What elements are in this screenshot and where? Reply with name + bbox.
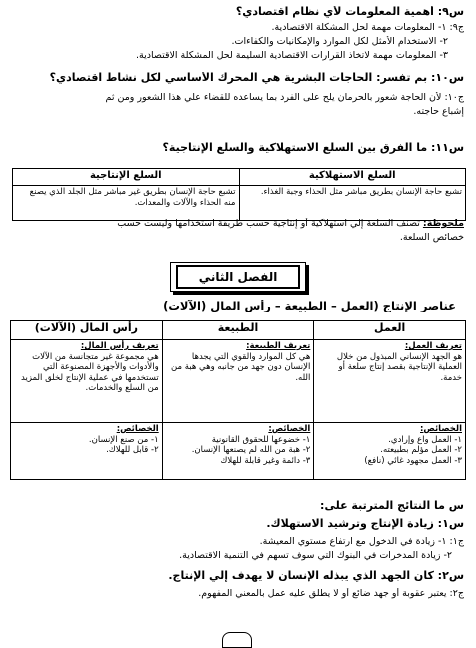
capital-header: رأس المال (الآلات) xyxy=(11,321,163,340)
factors-heading: عناصر الإنتاج (العمل – الطبيعة – رأس المال (الآلات) xyxy=(163,300,456,312)
factors-table xyxy=(10,320,466,480)
results-answer-2: ج٢: يعتبر عقوبة أو جهد ضائع أو لا يطلق عليه عمل بالمعني المفهوم. xyxy=(198,588,464,599)
capital-property-2: ٢- قابل للهلاك. xyxy=(106,445,159,455)
nature-property-1: ١- خضوعها للحقوق القانونية xyxy=(211,434,311,445)
capital-goods-text: تشبع حاجة الإنسان بطريق غير مباشر مثل الجلد الذي يصنع منه الحذاء والآلات والمعدات. xyxy=(13,186,240,221)
labor-header: العمل xyxy=(314,321,466,340)
chapter-title-box xyxy=(170,262,306,292)
results-answer-1-line-1: ج١: ١- زيادة في الدخول مع ارتفاع مستوي المعيشة. xyxy=(259,536,464,547)
capital-property-1: ١- من صنع الإنسان. xyxy=(88,434,159,445)
capital-definition-text: هي مجموعة غير متجانسة من الآلات والأدوات والأجهزة المصنوعة التي تستخدمها في عملية الإنتاج لخلق المزيد من السلع والخدمات. xyxy=(21,351,159,393)
chapter-title: الفصل الثاني xyxy=(176,265,300,289)
note-line-2: خصائص السلعة. xyxy=(399,232,464,243)
question-9-title: س٩: أهمية المعلومات لأي نظام اقتصادي؟ xyxy=(235,6,464,18)
answer-10-line-1: ج١٠: لأن الحاجة شعور بالحرمان يلح على الفرد بما يساعده للقضاء علي هذا الشعور ومن ثم xyxy=(105,92,464,103)
note-line-1 xyxy=(10,218,464,230)
nature-properties-label: الخصائص: xyxy=(268,424,311,434)
capital-goods-header: السلع الإنتاجية xyxy=(13,169,240,186)
nature-definition-text: هي كل الموارد والقوي التي يجدها الإنسان دون جهد من جانبه وهي هبة من الله. xyxy=(171,351,311,383)
nature-definition-label: تعريف الطبيعة: xyxy=(246,341,311,351)
consumer-goods-text: تشبع حاجة الإنسان بطريق مباشر مثل الحذاء وجبة الغذاء. xyxy=(239,186,466,221)
results-answer-1-line-2: ٢- زيادة المدخرات في البنوك التي سوف تسهم في التنمية الاقتصادية. xyxy=(179,550,452,561)
note-label: ملحوظة: xyxy=(422,218,464,229)
capital-definition xyxy=(11,340,163,423)
labor-definition xyxy=(314,340,466,423)
results-question-2: س٢: كان الجهد الذي يبذله الإنسان لا يهدف إلي الإنتاج. xyxy=(168,570,464,582)
note-text: تصنف السلعة إلي استهلاكية أو إنتاجية حسب طريقة استخدامها وليست حسب xyxy=(117,218,420,229)
goods-comparison-table xyxy=(12,168,466,221)
labor-property-2: ٢- العمل مؤلم بطبيعته. xyxy=(380,445,462,455)
labor-property-1: ١- العمل واع وإرادي. xyxy=(388,434,462,445)
labor-definition-label: تعريف العمل: xyxy=(404,341,462,351)
results-title: س ما النتائج المترتبة على: xyxy=(320,500,464,512)
nature-header: الطبيعة xyxy=(162,321,314,340)
results-question-1: س١: زيادة الإنتاج وترشيد الاستهلاك. xyxy=(266,518,464,530)
page-ornament xyxy=(222,632,252,648)
question-11-title: س١١: ما الفرق بين السلع الاستهلاكية والسلع الإنتاجية؟ xyxy=(162,142,464,154)
answer-10-line-2: إشباع حاجته. xyxy=(413,106,464,117)
question-10-title: س١٠: بم تفسر: الحاجات البشرية هي المحرك الأساسي لكل نشاط اقتصادي؟ xyxy=(49,72,464,84)
consumer-goods-header: السلع الاستهلاكية xyxy=(239,169,466,186)
capital-properties-label: الخصائص: xyxy=(116,424,159,434)
answer-9-line-1: ج٩: ١- المعلومات مهمة لحل المشكلة الاقتصادية. xyxy=(271,22,464,33)
capital-definition-label: تعريف رأس المال: xyxy=(80,341,159,351)
nature-property-2: ٢- هبة من الله لم يصنعها الإنسان. xyxy=(191,445,311,455)
answer-9-line-2: ٢- الاستخدام الأمثل لكل الموارد والإمكانيات والكفاءات. xyxy=(231,36,448,47)
answer-9-line-3: ٣- المعلومات مهمة لاتخاذ القرارات الاقتصادية السليمة لحل المشكلة الاقتصادية. xyxy=(135,50,448,61)
labor-properties xyxy=(314,423,466,480)
labor-definition-text: هو الجهد الإنساني المبذول من خلال العملية الإنتاجية بقصد إنتاج سلعة أو خدمة. xyxy=(336,351,462,383)
capital-properties xyxy=(11,423,163,480)
nature-property-3: ٣- دائمة وغير قابلة للهلاك xyxy=(220,455,311,466)
labor-property-3: ٣- العمل مجهود غائي (نافع) xyxy=(364,455,462,466)
nature-definition xyxy=(162,340,314,423)
labor-properties-label: الخصائص: xyxy=(420,424,462,434)
nature-properties xyxy=(162,423,314,480)
